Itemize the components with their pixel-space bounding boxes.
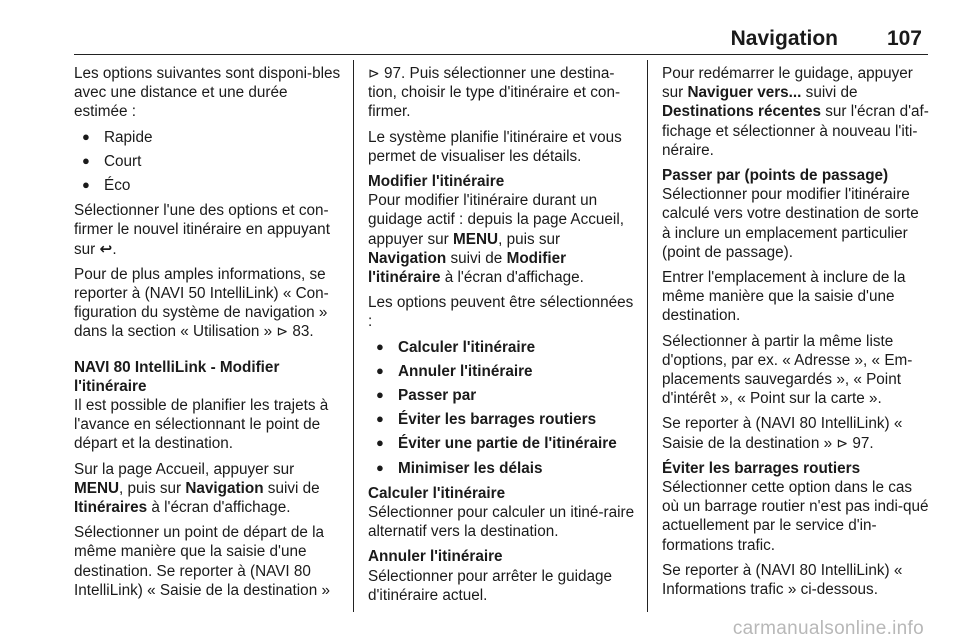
paragraph: Pour de plus amples informations, se reporter à (NAVI 50 IntelliLink) « Con-figuration du système de navigation » dans la section « Utilisation » ⊳ 83. — [74, 265, 329, 341]
page-number: 107 — [886, 27, 922, 50]
paragraph: Sélectionner à partir la même liste d'options, par ex. « Adresse », « Em-placements sauvegardés », « Point d'intérêt », « Point sur la carte ». — [662, 332, 913, 408]
page-reference-icon: ⊳ — [836, 434, 849, 451]
paragraph: Sélectionner pour modifier l'itinéraire calculé vers votre destination de sorte à inclure un emplacement particulier (point de passage). — [662, 186, 919, 261]
paragraph: Se reporter à (NAVI 80 IntelliLink) « Saisie de la destination » ⊳ 97. — [662, 415, 903, 452]
back-arrow-icon: ↩ — [99, 240, 113, 258]
column-1 — [74, 64, 344, 606]
paragraph: Sélectionner cette option dans le cas où un barrage routier n'est pas indi-qué actuellement par le service d'in-formations trafic. — [662, 479, 929, 554]
paragraph: ⊳ 97. Puis sélectionner une destina-tion, choisir le type d'itinéraire et con-firmer. — [368, 65, 621, 121]
page-reference-icon: ⊳ — [276, 323, 289, 340]
section-heading: Passer par (points de passage) — [662, 167, 889, 185]
list-item: ● Court — [74, 152, 344, 171]
route-options-list — [368, 338, 636, 478]
list-item: ● Rapide — [74, 128, 344, 147]
column-divider — [353, 60, 354, 612]
paragraph: Sélectionner pour calculer un itiné-raire alternatif vers la destination. — [368, 504, 635, 541]
section-heading: NAVI 80 IntelliLink - Modifier l'itinéraire — [74, 358, 280, 395]
section-title: Navigation — [730, 27, 838, 50]
paragraph: Il est possible de planifier les trajets à l'avance en sélectionnant le point de départ et la destination. — [74, 397, 329, 453]
page-header — [74, 24, 928, 55]
list-item: ● Éviter une partie de l'itinéraire — [368, 434, 636, 453]
list-item: ● Calculer l'itinéraire — [368, 338, 636, 357]
column-divider — [647, 60, 648, 612]
paragraph: Pour redémarrer le guidage, appuyer sur Naviguer vers... suivi de Destinations récentes sur l'écran d'af-fichage et sélectionner à nouveau l'iti-néraire. — [662, 65, 929, 159]
column-3 — [662, 64, 930, 605]
paragraph: Sélectionner un point de départ de la même manière que la saisie d'une destination. Se reporter à (NAVI 80 IntelliLink) « Saisie de la destination » — [74, 524, 330, 599]
section-heading: Annuler l'itinéraire — [368, 548, 503, 566]
column-2 — [368, 64, 636, 611]
paragraph: Sélectionner l'une des options et con-firmer le nouvel itinéraire en appuyant sur ↩. — [74, 202, 330, 258]
paragraph: Les options suivantes sont disponi-bles avec une distance et une durée estimée : — [74, 65, 341, 121]
paragraph: Le système planifie l'itinéraire et vous permet de visualiser les détails. — [368, 128, 622, 165]
watermark: carmanualsonline.info — [732, 618, 924, 639]
list-item: ● Passer par — [368, 386, 636, 405]
paragraph: Entrer l'emplacement à inclure de la même manière que la saisie d'une destination. — [662, 269, 906, 325]
list-item: ● Éviter les barrages routiers — [368, 410, 636, 429]
paragraph: Se reporter à (NAVI 80 IntelliLink) « Informations trafic » ci-dessous. — [662, 561, 903, 599]
page-reference-icon: ⊳ — [368, 65, 380, 81]
section-heading: Modifier l'itinéraire — [368, 173, 505, 191]
route-type-list — [74, 128, 344, 196]
paragraph: Sur la page Accueil, appuyer sur MENU, puis sur Navigation suivi de Itinéraires à l'écran d'affichage. — [74, 460, 320, 517]
paragraph: Les options peuvent être sélectionnées : — [368, 294, 634, 331]
list-item: ● Annuler l'itinéraire — [368, 362, 636, 381]
paragraph: Sélectionner pour arrêter le guidage d'itinéraire actuel. — [368, 567, 613, 604]
list-item: ● Éco — [74, 176, 344, 195]
section-heading: Calculer l'itinéraire — [368, 484, 506, 502]
paragraph: Pour modifier l'itinéraire durant un guidage actif : depuis la page Accueil, appuyer sur MENU, puis sur Navigation suivi de Modifier l'itinéraire à l'écran d'affichage. — [368, 192, 624, 287]
list-item: ● Minimiser les délais — [368, 459, 636, 478]
section-heading: Éviter les barrages routiers — [662, 459, 861, 477]
